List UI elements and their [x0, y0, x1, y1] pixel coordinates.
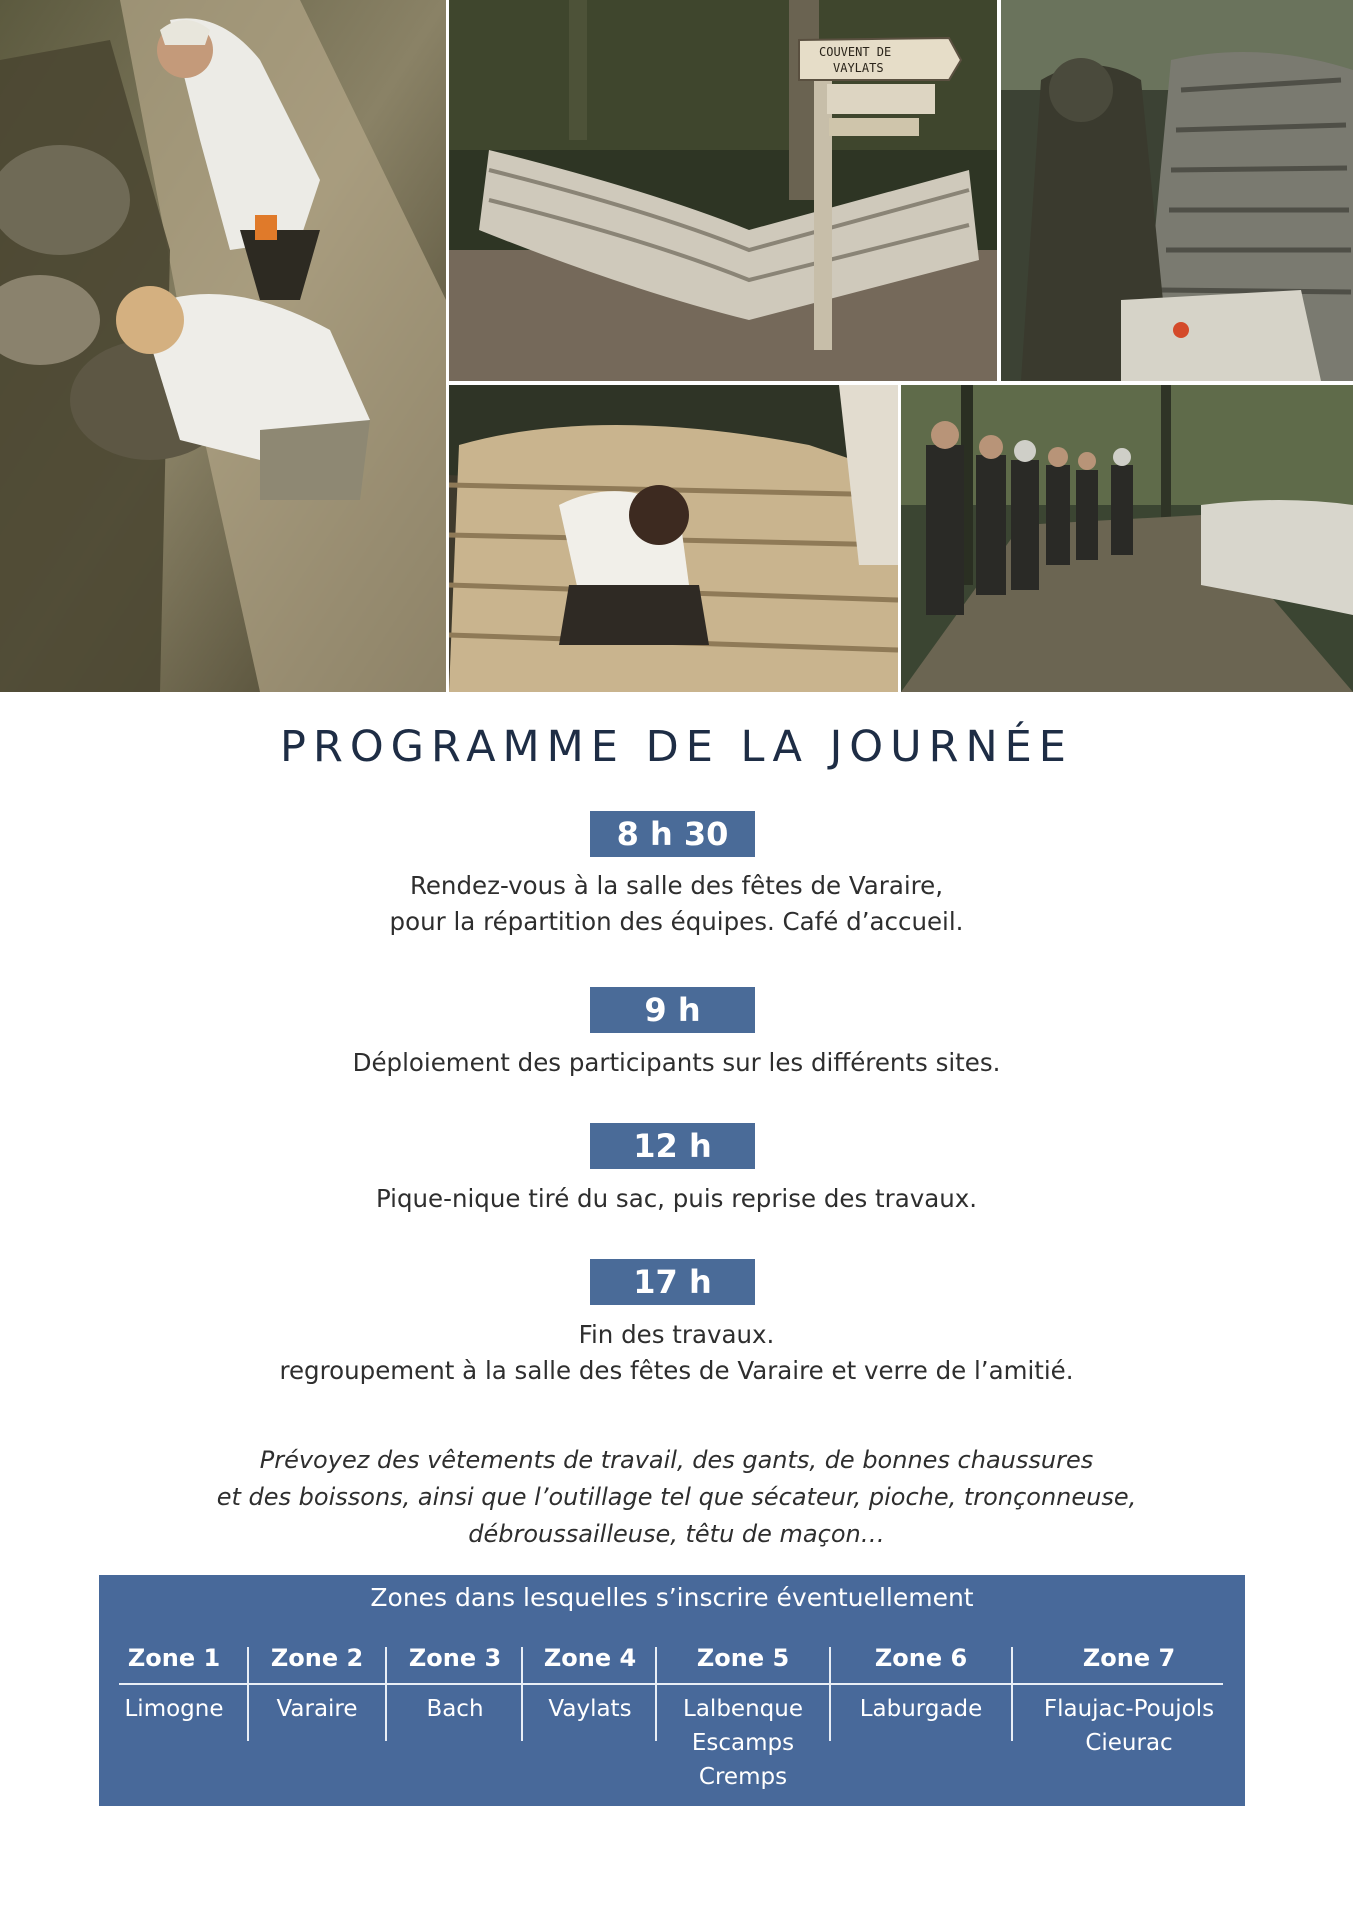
equipment-note	[0, 1442, 1353, 1553]
photo-volunteers-rebuilding-wall	[0, 0, 446, 692]
zone-label: Zone 6	[874, 1644, 968, 1672]
step-description	[0, 1045, 1353, 1081]
note-line: Prévoyez des vêtements de travail, des gants, de bonnes chaussures	[259, 1446, 1094, 1474]
signpost-text: VAYLATS	[833, 61, 884, 75]
zone-place: Varaire	[276, 1696, 358, 1722]
zone-label: Zone 4	[543, 1644, 637, 1672]
time-badge: 12 h	[590, 1123, 755, 1169]
zone-place: Laburgade	[859, 1696, 983, 1722]
step-line: Rendez-vous à la salle des fêtes de Varaire,	[409, 871, 944, 900]
note-line: débroussailleuse, têtu de maçon…	[468, 1520, 885, 1548]
zone-places	[1013, 1692, 1245, 1760]
zone-places	[249, 1692, 385, 1726]
zone-label: Zone 5	[696, 1644, 790, 1672]
zone-place: Escamps	[691, 1730, 795, 1756]
time-badge: 9 h	[590, 987, 755, 1033]
zone-column-1	[99, 1575, 249, 1806]
step-description	[0, 868, 1353, 940]
zones-table	[99, 1575, 1245, 1806]
zone-place: Vaylats	[548, 1696, 632, 1722]
step-line: Déploiement des participants sur les différents sites.	[352, 1048, 1001, 1077]
signpost-text: COUVENT DE	[819, 45, 892, 59]
zone-places	[523, 1692, 657, 1726]
photo-stone-wall-and-signpost	[449, 0, 997, 381]
zone-label: Zone 1	[127, 1644, 221, 1672]
step-description	[0, 1181, 1353, 1217]
time-badge: 8 h 30	[590, 811, 755, 857]
step-line: Pique-nique tiré du sac, puis reprise des travaux.	[375, 1184, 978, 1213]
note-line: et des boissons, ainsi que l’outillage tel que sécateur, pioche, tronçonneuse,	[216, 1483, 1137, 1511]
zone-column-6	[831, 1575, 1011, 1806]
zone-label: Zone 2	[270, 1644, 364, 1672]
zone-place: Cieurac	[1085, 1730, 1173, 1756]
zone-place: Lalbenque	[683, 1696, 803, 1722]
programme-title: PROGRAMME DE LA JOURNÉE	[280, 722, 1073, 772]
photo-walkers-on-path	[901, 385, 1353, 692]
zone-label: Zone 3	[408, 1644, 502, 1672]
zones-title: Zones dans lesquelles s’inscrire éventuellement	[370, 1583, 974, 1612]
zone-places	[657, 1692, 829, 1794]
photo-mason-stacking-stones	[449, 385, 898, 692]
zone-places	[387, 1692, 523, 1726]
zone-places	[831, 1692, 1011, 1726]
zone-place: Cremps	[698, 1764, 788, 1790]
zone-place: Bach	[426, 1696, 484, 1722]
step-line: regroupement à la salle des fêtes de Varaire et verre de l’amitié.	[279, 1356, 1074, 1385]
zone-column-7	[1013, 1575, 1245, 1806]
step-line: pour la répartition des équipes. Café d’accueil.	[389, 907, 964, 936]
photo-stone-hut	[1001, 0, 1353, 381]
zone-column-3	[387, 1575, 523, 1806]
zone-column-5	[657, 1575, 829, 1806]
zone-column-2	[249, 1575, 385, 1806]
zone-places	[99, 1692, 249, 1726]
time-badge: 17 h	[590, 1259, 755, 1305]
zone-column-4	[523, 1575, 657, 1806]
step-line: Fin des travaux.	[578, 1320, 775, 1349]
zone-place: Flaujac-Poujols	[1043, 1696, 1215, 1722]
zone-place: Limogne	[124, 1696, 224, 1722]
step-description	[0, 1317, 1353, 1389]
zone-label: Zone 7	[1082, 1644, 1176, 1672]
